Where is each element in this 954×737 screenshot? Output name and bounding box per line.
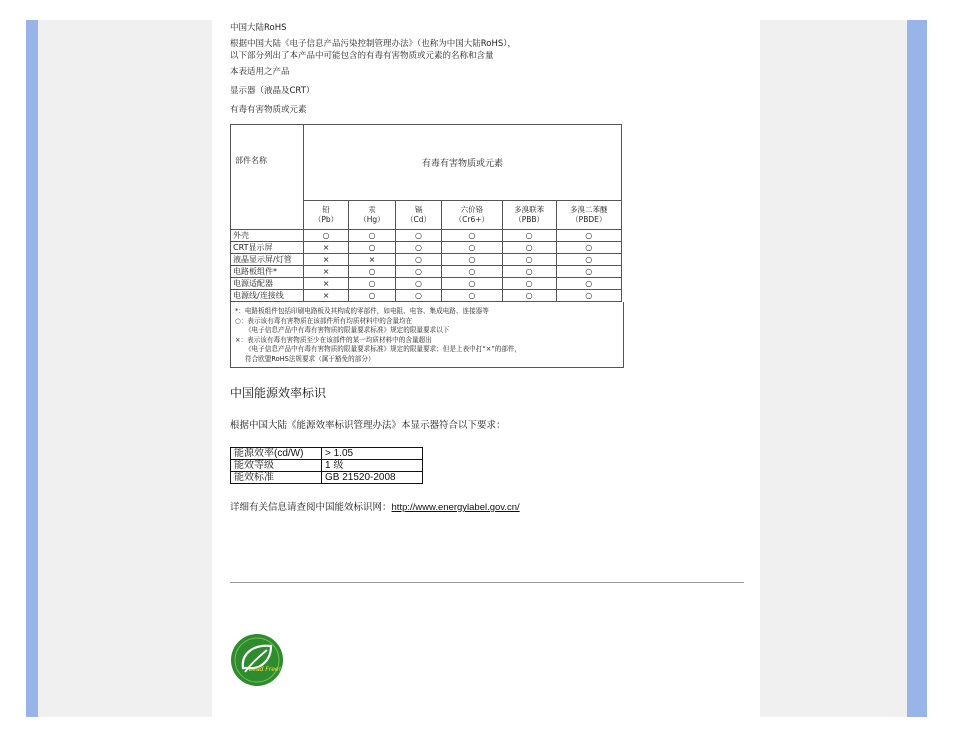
- lead-free-text: Lead Free!: [248, 666, 282, 673]
- table-cell: ×: [304, 266, 349, 278]
- rohs-heading: 中国大陆RoHS: [230, 23, 287, 33]
- table-row: [231, 242, 622, 254]
- lead-free-logo: [231, 634, 283, 686]
- table-cell: ○: [502, 266, 556, 278]
- table-cell: ○: [556, 230, 621, 242]
- table-cell: ○: [304, 230, 349, 242]
- table-cell: ○: [395, 230, 441, 242]
- table-cell: ○: [502, 242, 556, 254]
- energy-label: 能源效率(cd/W): [231, 448, 322, 460]
- table-cell: ×: [304, 254, 349, 266]
- table-cell: ○: [442, 278, 503, 290]
- note-line: *：电路板组件包括印刷电路板及其构成的零部件，如电阻、电容、集成电路、连接器等: [235, 307, 489, 315]
- right-grey-margin: [760, 20, 907, 717]
- note-line: ×：表示该有毒有害物质至少在该部件的某一均质材料中的含量超出: [235, 335, 432, 344]
- table-cell: ○: [349, 266, 396, 278]
- energylabel-link[interactable]: http://www.energylabel.gov.cn/: [391, 502, 520, 513]
- table-row: [231, 266, 622, 278]
- table-cell: ○: [349, 230, 396, 242]
- table-cell: ○: [502, 230, 556, 242]
- document-content: [230, 22, 750, 513]
- table-cell: ×: [304, 242, 349, 254]
- table-cell: ○: [556, 278, 621, 290]
- table-cell: ○: [442, 230, 503, 242]
- table-row: [231, 472, 423, 484]
- table-cell: ○: [502, 290, 556, 302]
- table-cell: ×: [304, 290, 349, 302]
- table-row: [231, 460, 423, 472]
- table-cell: ○: [349, 242, 396, 254]
- energy-value: 1 级: [322, 460, 423, 472]
- part-name: 外壳: [231, 230, 304, 242]
- lead-free-leaf-icon: [231, 634, 283, 686]
- table-cell: ○: [556, 242, 621, 254]
- column-header: 多溴二苯醚 （PBDE）: [556, 200, 621, 229]
- table-cell: ○: [556, 266, 621, 278]
- substance-group-header: 有毒有害物质或元素: [304, 125, 622, 201]
- table-row: [231, 278, 622, 290]
- table-cell: ○: [442, 266, 503, 278]
- energy-title: 中国能源效率标识: [230, 386, 327, 400]
- column-header: 汞 （Hg）: [349, 200, 396, 229]
- table-cell: ×: [304, 278, 349, 290]
- note-line: ○：表示该有毒有害物质在该部件所有均质材料中的含量均在: [235, 316, 413, 325]
- energy-table: [230, 447, 423, 484]
- table-row: [231, 448, 423, 460]
- rohs-table: [230, 124, 622, 302]
- rohs-applies-label: 本表适用之产品: [230, 67, 290, 77]
- rohs-table-header: [231, 125, 622, 201]
- table-cell: ×: [349, 254, 396, 266]
- rohs-intro-line2: 以下部分列出了本产品中可能包含的有毒有害物质或元素的名称和含量: [230, 51, 494, 61]
- energy-info: [230, 499, 750, 513]
- table-cell: ○: [349, 278, 396, 290]
- energy-value: GB 21520-2008: [322, 472, 423, 484]
- column-header: 铅 （Pb）: [304, 200, 349, 229]
- left-blue-band: [26, 20, 38, 717]
- table-cell: ○: [556, 290, 621, 302]
- note-line: 《电子信息产品中有毒有害物质的限量要求标准》规定的限量要求以下: [245, 326, 450, 334]
- table-cell: ○: [395, 254, 441, 266]
- table-row: [231, 254, 622, 266]
- part-header: 部件名称: [231, 125, 304, 230]
- table-row: [231, 290, 622, 302]
- part-name: CRT显示屏: [231, 242, 304, 254]
- table-cell: ○: [395, 290, 441, 302]
- column-header: 多溴联苯 （PBB）: [502, 200, 556, 229]
- rohs-intro-line1: 根据中国大陆《电子信息产品污染控制管理办法》（也称为中国大陆RoHS），: [230, 39, 517, 49]
- note-line: 《电子信息产品中有毒有害物质的限量要求标准》规定的限量要求；但是上表中打“×”的部件，: [245, 345, 522, 353]
- energy-info-prefix: 详细有关信息请查阅中国能效标识网：: [230, 502, 392, 513]
- rohs-product: 显示器（液晶及CRT）: [230, 86, 315, 96]
- energy-label: 能效等级: [231, 460, 322, 472]
- energy-intro: 根据中国大陆《能源效率标识管理办法》本显示器符合以下要求：: [230, 420, 506, 431]
- table-cell: ○: [442, 242, 503, 254]
- table-cell: ○: [395, 266, 441, 278]
- table-cell: ○: [502, 254, 556, 266]
- table-row: [231, 230, 622, 242]
- part-name: 电源线/连接线: [231, 290, 304, 302]
- part-name: 电源适配器: [231, 278, 304, 290]
- table-cell: ○: [502, 278, 556, 290]
- column-header: 六价铬 （Cr6+）: [442, 200, 503, 229]
- energy-value: > 1.05: [322, 448, 423, 460]
- section-divider: [230, 582, 744, 583]
- table-cell: ○: [442, 290, 503, 302]
- table-cell: ○: [442, 254, 503, 266]
- part-name: 液晶显示屏/灯管: [231, 254, 304, 266]
- rohs-substances-label: 有毒有害物质或元素: [230, 105, 307, 115]
- energy-label: 能效标准: [231, 472, 322, 484]
- table-cell: ○: [349, 290, 396, 302]
- rohs-scan: [230, 22, 750, 368]
- column-header: 镉 （Cd）: [395, 200, 441, 229]
- table-cell: ○: [395, 278, 441, 290]
- left-grey-margin: [38, 20, 212, 717]
- table-cell: ○: [395, 242, 441, 254]
- right-blue-band: [907, 20, 927, 717]
- note-line: 符合欧盟RoHS法规要求（属于豁免的部分）: [245, 354, 375, 363]
- part-name: 电路板组件*: [231, 266, 304, 278]
- table-cell: ○: [556, 254, 621, 266]
- rohs-notes: [230, 302, 624, 368]
